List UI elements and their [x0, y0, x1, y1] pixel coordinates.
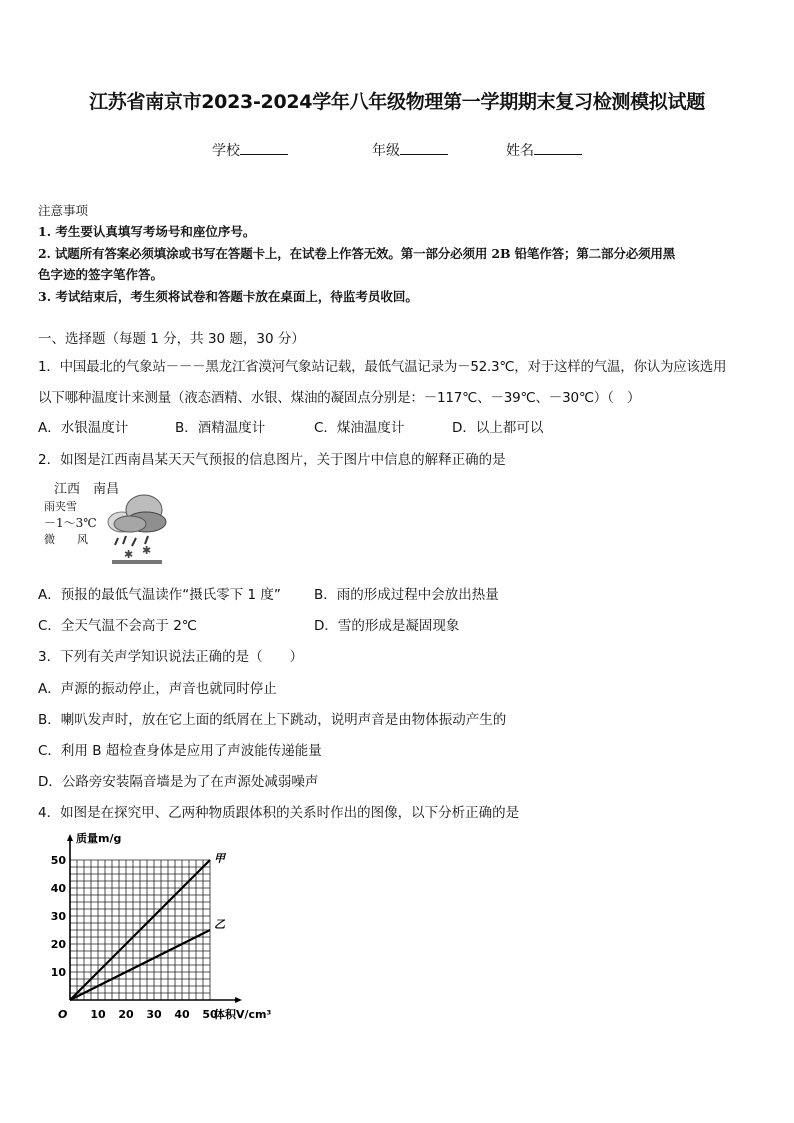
q1-stem-line1: 1．中国最北的气象站－－－黑龙江省漠河气象站记载，最低气温记录为－52.3℃，对于这样的气温，你认为应该选用: [38, 359, 727, 375]
q1-option-b: B．酒精温度计: [175, 420, 266, 436]
school-label: 学校: [212, 143, 240, 159]
x-tick-label: 10: [90, 1008, 106, 1021]
q2-option-a: A．预报的最低气温读作“摄氏零下 1 度”: [38, 587, 281, 603]
mass-volume-chart-svg: [40, 828, 280, 1028]
weather-region: 江西 南昌: [54, 482, 120, 497]
series-label: 甲: [214, 852, 225, 865]
q3-option-b: B．喇叭发声时，放在它上面的纸屑在上下跳动，说明声音是由物体振动产生的: [38, 712, 507, 728]
page-title: 江苏省南京市2023-2024学年八年级物理第一学期期末复习检测模拟试题: [89, 91, 705, 113]
weather-condition: 雨夹雪: [44, 500, 77, 513]
notice-item: 色字迹的签字笔作答。: [38, 267, 164, 282]
x-axis-label: 体积V/cm³: [214, 1008, 272, 1021]
y-tick-label: 10: [50, 966, 66, 979]
name-field: [506, 140, 582, 160]
svg-text:✱: ✱: [142, 544, 152, 557]
x-axis-arrow: [235, 997, 242, 1003]
notice-heading: 注意事项: [38, 203, 89, 218]
school-field: [212, 140, 288, 160]
mass-volume-chart: [40, 828, 280, 1028]
y-axis-label: 质量m/g: [76, 832, 122, 845]
sleet-cloud-icon: [104, 492, 174, 564]
q4-stem: 4．如图是在探究甲、乙两种物质跟体积的关系时作出的图像，以下分析正确的是: [38, 805, 520, 821]
series-label: 乙: [214, 918, 225, 931]
q3-option-c: C．利用 B 超检查身体是应用了声波能传递能量: [38, 743, 322, 759]
origin-label: O: [58, 1008, 68, 1021]
weather-temperature: －1～3℃: [44, 516, 97, 530]
q1-option-c: C．煤油温度计: [314, 420, 405, 436]
q2-stem: 2．如图是江西南昌某天天气预报的信息图片，关于图片中信息的解释正确的是: [38, 452, 506, 468]
q2-option-d: D．雪的形成是凝固现象: [314, 618, 460, 634]
notice-item: 3. 考试结束后，考生须将试卷和答题卡放在桌面上，待监考员收回。: [38, 289, 418, 304]
x-tick-label: 20: [118, 1008, 134, 1021]
y-axis-arrow: [67, 834, 73, 841]
x-tick-label: 50: [202, 1008, 218, 1021]
q1-option-a: A．水银温度计: [38, 420, 129, 436]
x-tick-label: 30: [146, 1008, 162, 1021]
grade-field: [372, 140, 448, 160]
grade-blank: [400, 141, 448, 155]
q3-option-a: A．声源的振动停止，声音也就同时停止: [38, 681, 277, 697]
grade-label: 年级: [372, 143, 400, 159]
section-heading: 一、选择题（每题 1 分，共 30 题，30 分）: [38, 331, 305, 347]
x-tick-label: 40: [174, 1008, 190, 1021]
y-tick-label: 40: [50, 882, 66, 895]
svg-text:✱: ✱: [124, 548, 134, 561]
name-blank: [534, 141, 582, 155]
y-tick-label: 50: [50, 854, 66, 867]
y-tick-label: 20: [50, 938, 66, 951]
q1-option-d: D．以上都可以: [452, 420, 544, 436]
notice-item: 2. 试题所有答案必须填涂或书写在答题卡上，在试卷上作答无效。第一部分必须用 2B 铅笔作答；第二部分必须用黑: [38, 246, 676, 261]
q2-option-c: C．全天气温不会高于 2℃: [38, 618, 197, 634]
q1-stem-line2: 以下哪种温度计来测量（液态酒精、水银、煤油的凝固点分别是：－117℃、－39℃、－30℃）（ ）: [38, 390, 641, 406]
q3-stem: 3．下列有关声学知识说法正确的是（ ）: [38, 649, 304, 665]
weather-figure: [40, 478, 180, 568]
q3-option-d: D．公路旁安装隔音墙是为了在声源处减弱噪声: [38, 774, 319, 790]
name-label: 姓名: [506, 143, 534, 159]
notice-item: 1. 考生要认真填写考场号和座位序号。: [38, 224, 256, 239]
school-blank: [240, 141, 288, 155]
y-tick-label: 30: [50, 910, 66, 923]
weather-wind: 微 风: [44, 533, 88, 546]
q2-option-b: B．雨的形成过程中会放出热量: [314, 587, 499, 603]
